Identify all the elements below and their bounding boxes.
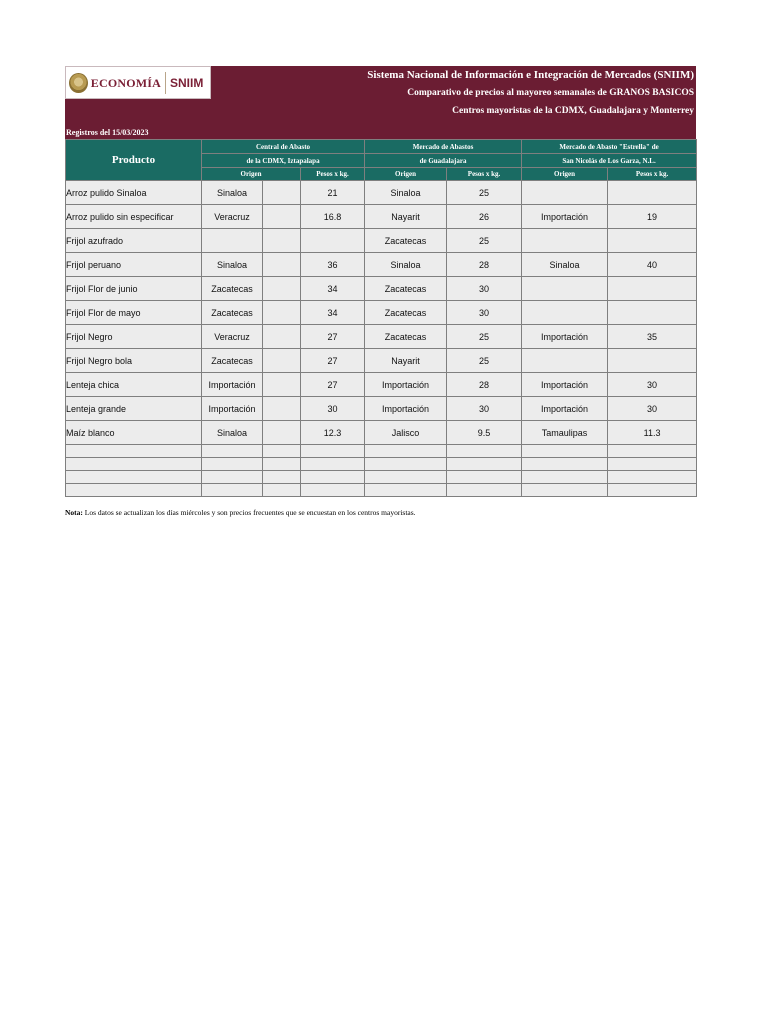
price-cell: 40 xyxy=(608,253,697,277)
product-cell: Lenteja chica xyxy=(66,373,202,397)
market-header-mty-line1: Mercado de Abasto "Estrella" de xyxy=(522,140,697,154)
economia-logo: ECONOMÍA xyxy=(90,75,162,90)
origin-cell: Sinaloa xyxy=(202,421,263,445)
product-cell: Frijol Flor de mayo xyxy=(66,301,202,325)
price-cell: 27 xyxy=(301,349,365,373)
column-header-origen: Origen xyxy=(365,168,447,181)
price-cell: 12.3 xyxy=(301,421,365,445)
origin-cell: Sinaloa xyxy=(202,253,263,277)
product-cell: Frijol azufrado xyxy=(66,229,202,253)
market-header-gdl-line1: Mercado de Abastos xyxy=(365,140,522,154)
origin-cell xyxy=(522,349,608,373)
origin-cell: Importación xyxy=(522,205,608,229)
page-subtitle: Comparativo de precios al mayoreo semanales de GRANOS BASICOS xyxy=(407,88,694,98)
origin-cell: Importación xyxy=(522,373,608,397)
origin-cell: Importación xyxy=(522,325,608,349)
price-cell: 19 xyxy=(608,205,697,229)
price-cell: 30 xyxy=(447,301,522,325)
table-row xyxy=(66,253,697,277)
origin-cell: Importación xyxy=(365,373,447,397)
price-cell: 30 xyxy=(608,373,697,397)
price-cell: 21 xyxy=(301,181,365,205)
origin-cell: Veracruz xyxy=(202,325,263,349)
empty-row xyxy=(66,458,697,471)
price-cell: 25 xyxy=(447,229,522,253)
origin-cell: Sinaloa xyxy=(365,253,447,277)
origin-cell: Zacatecas xyxy=(202,349,263,373)
empty-row xyxy=(66,471,697,484)
column-header-producto: Producto xyxy=(66,140,202,181)
table-row xyxy=(66,277,697,301)
origin-cell: Tamaulipas xyxy=(522,421,608,445)
origin-cell: Sinaloa xyxy=(365,181,447,205)
price-cell xyxy=(301,229,365,253)
column-header-precio: Pesos x kg. xyxy=(608,168,697,181)
origin-cell: Nayarit xyxy=(365,205,447,229)
product-cell: Frijol Negro bola xyxy=(66,349,202,373)
origin-cell: Zacatecas xyxy=(365,277,447,301)
origin-cell xyxy=(522,277,608,301)
price-table xyxy=(65,139,697,497)
column-header-precio: Pesos x kg. xyxy=(301,168,365,181)
price-cell: 30 xyxy=(447,397,522,421)
price-cell: 26 xyxy=(447,205,522,229)
origin-cell: Zacatecas xyxy=(202,277,263,301)
product-cell: Frijol Negro xyxy=(66,325,202,349)
price-cell: 25 xyxy=(447,181,522,205)
logo-banner xyxy=(65,66,211,99)
price-cell: 34 xyxy=(301,301,365,325)
product-cell: Arroz pulido Sinaloa xyxy=(66,181,202,205)
origin-cell: Importación xyxy=(202,397,263,421)
origin-cell: Sinaloa xyxy=(202,181,263,205)
price-cell: 27 xyxy=(301,373,365,397)
empty-row xyxy=(66,484,697,497)
table-row xyxy=(66,229,697,253)
column-header-origen: Origen xyxy=(522,168,608,181)
page-subtitle-markets: Centros mayoristas de la CDMX, Guadalajara y Monterrey xyxy=(452,106,694,116)
origin-cell: Importación xyxy=(365,397,447,421)
market-header-gdl-line2: de Guadalajara xyxy=(365,154,522,168)
market-header-cdmx-line2: de la CDMX, Iztapalapa xyxy=(202,154,365,168)
price-cell: 25 xyxy=(447,325,522,349)
origin-cell: Sinaloa xyxy=(522,253,608,277)
origin-cell: Zacatecas xyxy=(365,301,447,325)
price-cell: 34 xyxy=(301,277,365,301)
origin-cell: Jalisco xyxy=(365,421,447,445)
price-cell xyxy=(608,349,697,373)
price-cell: 30 xyxy=(447,277,522,301)
table-row xyxy=(66,181,697,205)
page-title: Sistema Nacional de Información e Integración de Mercados (SNIIM) xyxy=(367,69,694,81)
price-cell xyxy=(608,229,697,253)
price-cell: 36 xyxy=(301,253,365,277)
column-header-origen: Origen xyxy=(202,168,301,181)
empty-row xyxy=(66,445,697,458)
origin-cell xyxy=(522,181,608,205)
price-cell: 28 xyxy=(447,253,522,277)
origin-cell: Importación xyxy=(202,373,263,397)
price-cell xyxy=(608,277,697,301)
product-cell: Frijol Flor de junio xyxy=(66,277,202,301)
table-row xyxy=(66,397,697,421)
logo-divider xyxy=(165,72,166,94)
price-cell: 16.8 xyxy=(301,205,365,229)
product-cell: Maíz blanco xyxy=(66,421,202,445)
registros-date: Registros del 15/03/2023 xyxy=(65,127,696,139)
table-row xyxy=(66,301,697,325)
origin-cell xyxy=(522,301,608,325)
price-cell: 28 xyxy=(447,373,522,397)
header-band xyxy=(65,66,696,127)
table-row xyxy=(66,421,697,445)
price-cell: 25 xyxy=(447,349,522,373)
market-header-mty-line2: San Nicolás de Los Garza, N.L. xyxy=(522,154,697,168)
column-header-precio: Pesos x kg. xyxy=(447,168,522,181)
price-cell: 27 xyxy=(301,325,365,349)
price-cell xyxy=(608,181,697,205)
footnote-text: Los datos se actualizan los días miércoles y son precios frecuentes que se encuestan en los centros mayoristas. xyxy=(84,508,416,517)
table-row xyxy=(66,373,697,397)
price-cell: 11.3 xyxy=(608,421,697,445)
product-cell: Arroz pulido sin especificar xyxy=(66,205,202,229)
table-row xyxy=(66,205,697,229)
price-cell: 35 xyxy=(608,325,697,349)
product-cell: Lenteja grande xyxy=(66,397,202,421)
price-cell: 9.5 xyxy=(447,421,522,445)
sniim-logo: SNIIM xyxy=(170,75,204,90)
price-cell: 30 xyxy=(301,397,365,421)
price-cell: 30 xyxy=(608,397,697,421)
origin-cell: Nayarit xyxy=(365,349,447,373)
origin-cell: Zacatecas xyxy=(365,325,447,349)
origin-cell: Zacatecas xyxy=(365,229,447,253)
footnote-label: Nota: xyxy=(65,508,83,517)
origin-cell xyxy=(202,229,263,253)
origin-cell: Importación xyxy=(522,397,608,421)
price-cell xyxy=(608,301,697,325)
table-row xyxy=(66,325,697,349)
product-cell: Frijol peruano xyxy=(66,253,202,277)
origin-cell: Zacatecas xyxy=(202,301,263,325)
origin-cell xyxy=(522,229,608,253)
market-header-cdmx-line1: Central de Abasto xyxy=(202,140,365,154)
table-row xyxy=(66,349,697,373)
footnote xyxy=(65,508,416,517)
coat-of-arms-icon xyxy=(69,73,88,93)
origin-cell: Veracruz xyxy=(202,205,263,229)
